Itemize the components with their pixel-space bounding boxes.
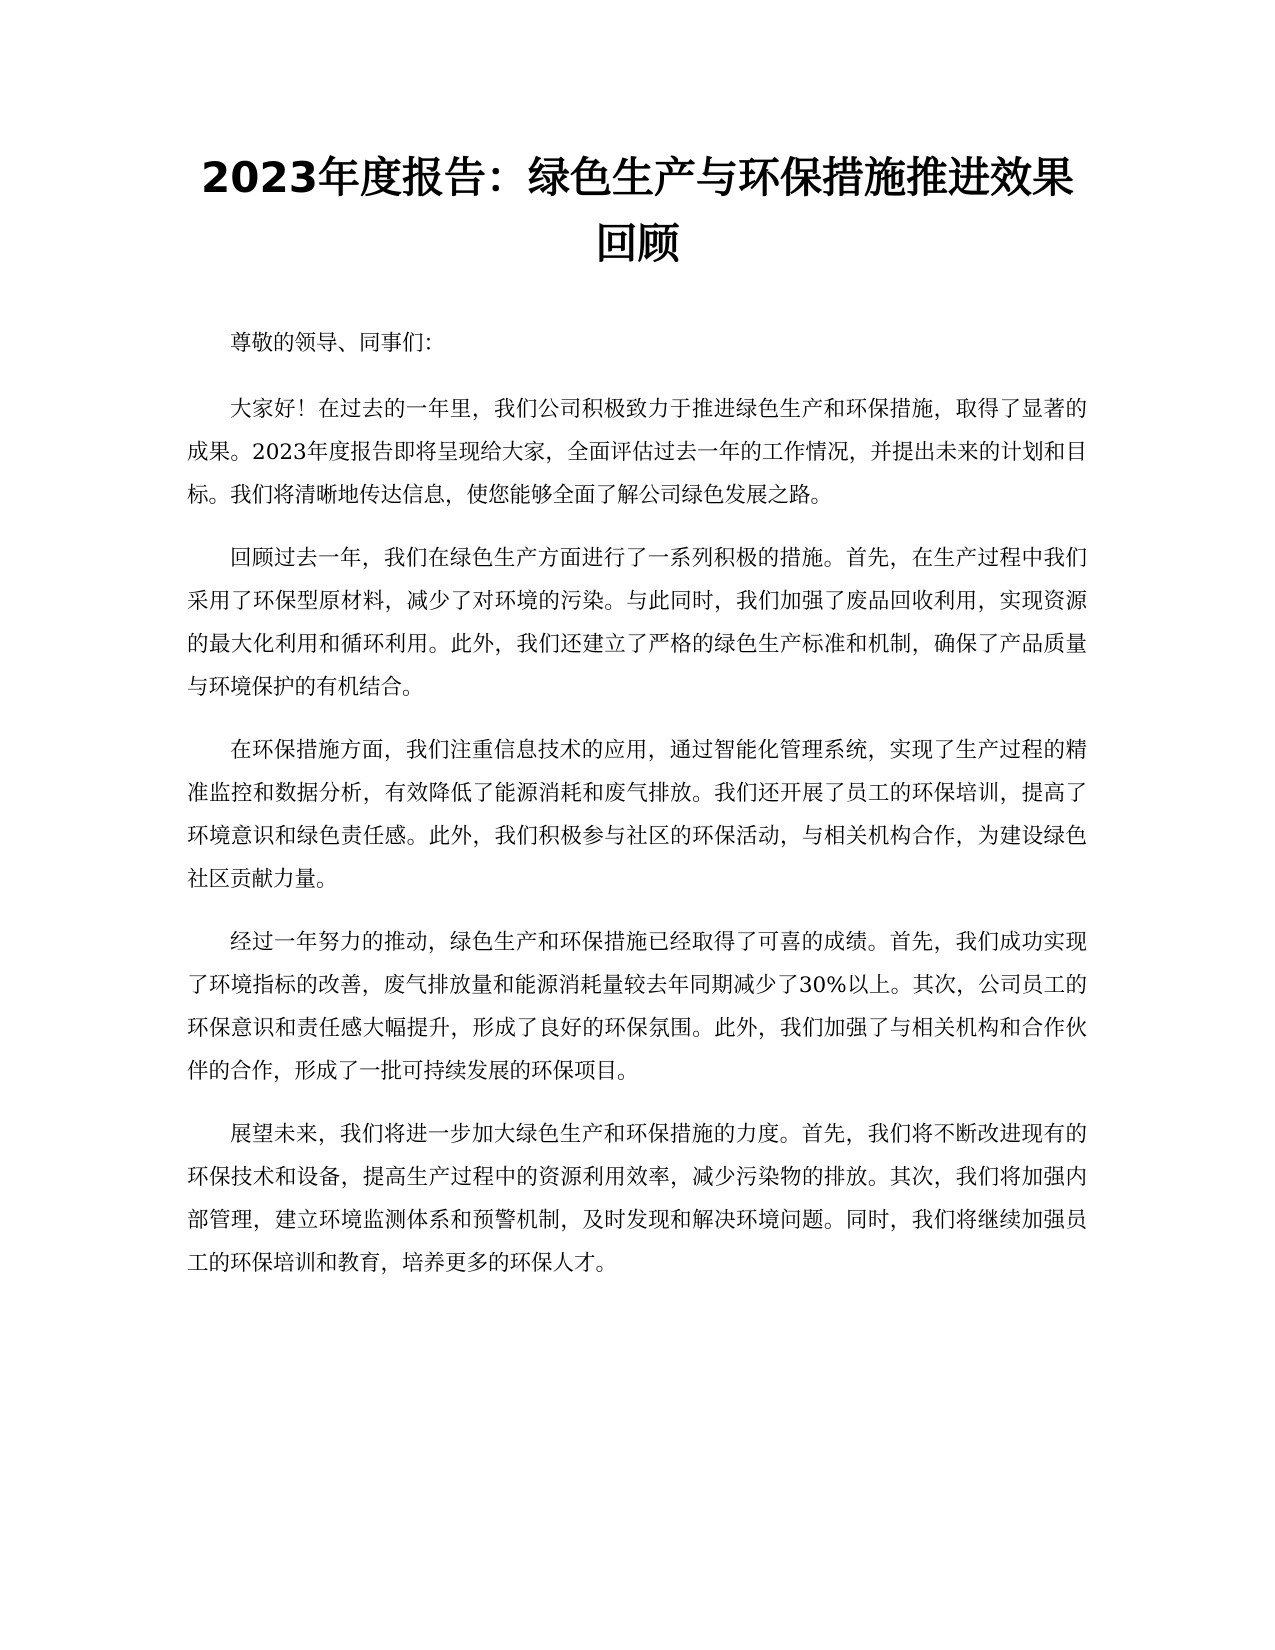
document-body — [187, 322, 1087, 1305]
paragraph-review-green-production: 回顾过去一年，我们在绿色生产方面进行了一系列积极的措施。首先，在生产过程中我们采用了环保型原材料，减少了对环境的污染。与此同时，我们加强了废品回收利用，实现资源的最大化利用和循环利用。此外，我们还建立了严格的绿色生产标准和机制，确保了产品质量与环境保护的有机结合。 — [187, 546, 1087, 700]
paragraph-intro: 大家好！在过去的一年里，我们公司积极致力于推进绿色生产和环保措施，取得了显著的成果。2023年度报告即将呈现给大家，全面评估过去一年的工作情况，并提出未来的计划和目标。我们将清晰地传达信息，使您能够全面了解公司绿色发展之路。 — [187, 397, 1087, 508]
paragraph-outlook: 展望未来，我们将进一步加大绿色生产和环保措施的力度。首先，我们将不断改进现有的环保技术和设备，提高生产过程中的资源利用效率，减少污染物的排放。其次，我们将加强内部管理，建立环境监测体系和预警机制，及时发现和解决环境问题。同时，我们将继续加强员工的环保培训和教育，培养更多的环保人才。 — [187, 1122, 1087, 1276]
document-title: 2023年度报告：绿色生产与环保措施推进效果回顾 — [201, 153, 1074, 268]
paragraph-environmental-measures: 在环保措施方面，我们注重信息技术的应用，通过智能化管理系统，实现了生产过程的精准监控和数据分析，有效降低了能源消耗和废气排放。我们还开展了员工的环保培训，提高了环境意识和绿色责任感。此外，我们积极参与社区的环保活动，与相关机构合作，为建设绿色社区贡献力量。 — [187, 738, 1087, 892]
paragraph-results: 经过一年努力的推动，绿色生产和环保措施已经取得了可喜的成绩。首先，我们成功实现了环境指标的改善，废气排放量和能源消耗量较去年同期减少了30%以上。其次，公司员工的环保意识和责任感大幅提升，形成了良好的环保氛围。此外，我们加强了与相关机构和合作伙伴的合作，形成了一批可持续发展的环保项目。 — [187, 930, 1087, 1084]
salutation: 尊敬的领导、同事们： — [230, 331, 446, 356]
